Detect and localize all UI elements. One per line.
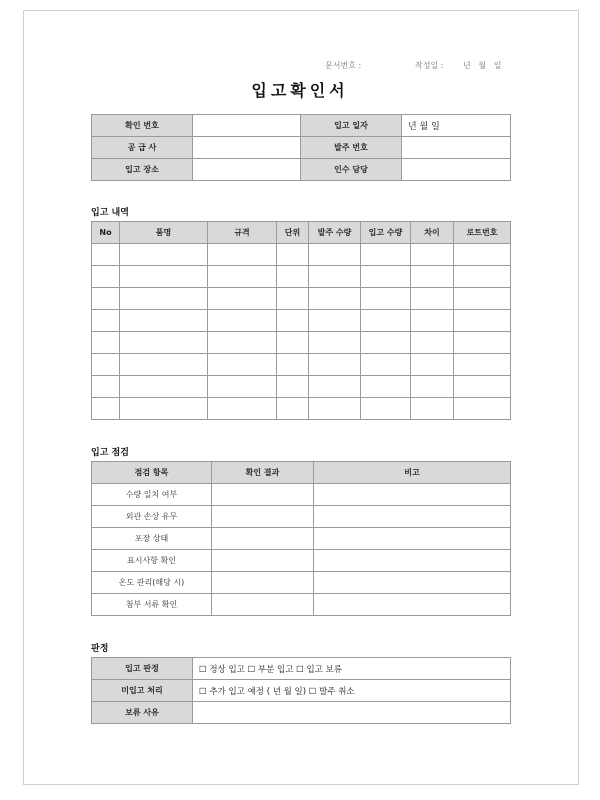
col-order-qty: 발주 수량 bbox=[309, 222, 361, 244]
inspection-section-title: 입고 점검 bbox=[91, 448, 129, 458]
pending-options[interactable]: ☐ 추가 입고 예정 ( 년 월 일) ☐ 발주 취소 bbox=[193, 680, 511, 702]
table-cell[interactable] bbox=[411, 266, 454, 288]
result-options[interactable]: ☐ 정상 입고 ☐ 부분 입고 ☐ 입고 보류 bbox=[193, 658, 511, 680]
check-result-cell[interactable] bbox=[212, 528, 314, 550]
table-cell[interactable] bbox=[361, 332, 411, 354]
table-cell[interactable] bbox=[120, 332, 208, 354]
table-cell[interactable] bbox=[454, 332, 511, 354]
order-no-label: 발주 번호 bbox=[301, 137, 402, 159]
table-cell[interactable] bbox=[309, 398, 361, 420]
table-cell[interactable] bbox=[120, 376, 208, 398]
decision-section-title: 판정 bbox=[91, 644, 109, 654]
remarks-cell[interactable] bbox=[314, 506, 511, 528]
check-item: 표시사항 확인 bbox=[92, 550, 212, 572]
table-cell[interactable] bbox=[411, 310, 454, 332]
col-item-name: 품명 bbox=[120, 222, 208, 244]
table-cell[interactable] bbox=[120, 398, 208, 420]
doc-number-label: 문서번호 : bbox=[325, 61, 362, 70]
receipt-date-field[interactable]: 년 월 일 bbox=[402, 115, 511, 137]
table-cell[interactable] bbox=[277, 354, 309, 376]
table-cell[interactable] bbox=[411, 398, 454, 420]
col-check-item: 점검 항목 bbox=[92, 462, 212, 484]
table-cell[interactable] bbox=[361, 288, 411, 310]
table-cell[interactable] bbox=[361, 266, 411, 288]
date-placeholder: 년 월 일 bbox=[463, 61, 502, 70]
table-cell[interactable] bbox=[454, 310, 511, 332]
location-field[interactable] bbox=[193, 159, 301, 181]
check-result-cell[interactable] bbox=[212, 484, 314, 506]
table-cell[interactable] bbox=[120, 354, 208, 376]
table-cell[interactable] bbox=[120, 244, 208, 266]
check-item: 온도 관리(해당 시) bbox=[92, 572, 212, 594]
table-cell[interactable] bbox=[277, 288, 309, 310]
table-cell[interactable] bbox=[92, 288, 120, 310]
hold-reason-field[interactable] bbox=[193, 702, 511, 724]
check-result-cell[interactable] bbox=[212, 572, 314, 594]
table-cell[interactable] bbox=[277, 244, 309, 266]
check-result-cell[interactable] bbox=[212, 550, 314, 572]
table-cell[interactable] bbox=[361, 244, 411, 266]
remarks-cell[interactable] bbox=[314, 572, 511, 594]
table-cell[interactable] bbox=[361, 310, 411, 332]
col-difference: 차이 bbox=[411, 222, 454, 244]
table-row bbox=[92, 376, 511, 398]
receipt-no-label: 확인 번호 bbox=[92, 115, 193, 137]
table-cell[interactable] bbox=[454, 354, 511, 376]
remarks-cell[interactable] bbox=[314, 550, 511, 572]
table-cell[interactable] bbox=[411, 354, 454, 376]
col-spec: 규격 bbox=[208, 222, 277, 244]
table-cell[interactable] bbox=[92, 398, 120, 420]
check-item: 수량 일치 여부 bbox=[92, 484, 212, 506]
table-cell[interactable] bbox=[92, 354, 120, 376]
check-item: 포장 상태 bbox=[92, 528, 212, 550]
handler-field[interactable] bbox=[402, 159, 511, 181]
table-cell[interactable] bbox=[277, 376, 309, 398]
table-cell[interactable] bbox=[277, 398, 309, 420]
check-result-cell[interactable] bbox=[212, 594, 314, 616]
table-cell[interactable] bbox=[411, 376, 454, 398]
table-cell[interactable] bbox=[208, 288, 277, 310]
check-item: 첨부 서류 확인 bbox=[92, 594, 212, 616]
location-label: 입고 장소 bbox=[92, 159, 193, 181]
table-cell[interactable] bbox=[208, 332, 277, 354]
check-result-cell[interactable] bbox=[212, 506, 314, 528]
supplier-field[interactable] bbox=[193, 137, 301, 159]
table-cell[interactable] bbox=[309, 266, 361, 288]
table-cell[interactable] bbox=[309, 310, 361, 332]
table-cell[interactable] bbox=[454, 398, 511, 420]
table-row bbox=[92, 332, 511, 354]
table-cell[interactable] bbox=[208, 244, 277, 266]
check-item: 외관 손상 유무 bbox=[92, 506, 212, 528]
table-cell[interactable] bbox=[361, 376, 411, 398]
remarks-cell[interactable] bbox=[314, 594, 511, 616]
pending-label: 미입고 처리 bbox=[92, 680, 193, 702]
table-cell[interactable] bbox=[92, 310, 120, 332]
table-cell[interactable] bbox=[208, 354, 277, 376]
table-cell[interactable] bbox=[454, 266, 511, 288]
table-cell[interactable] bbox=[361, 398, 411, 420]
table-cell[interactable] bbox=[120, 288, 208, 310]
decision-table bbox=[91, 657, 511, 724]
table-cell[interactable] bbox=[309, 332, 361, 354]
table-row bbox=[92, 354, 511, 376]
table-cell[interactable] bbox=[208, 376, 277, 398]
table-cell[interactable] bbox=[208, 398, 277, 420]
table-cell[interactable] bbox=[411, 244, 454, 266]
info-table bbox=[91, 114, 511, 181]
table-cell[interactable] bbox=[92, 376, 120, 398]
receipt-no-field[interactable] bbox=[193, 115, 301, 137]
table-row bbox=[92, 244, 511, 266]
col-remarks: 비고 bbox=[314, 462, 511, 484]
page-title: 입고확인서 bbox=[251, 81, 349, 100]
table-cell[interactable] bbox=[309, 288, 361, 310]
table-row bbox=[92, 288, 511, 310]
table-cell[interactable] bbox=[411, 288, 454, 310]
receipt-date-label: 입고 일자 bbox=[301, 115, 402, 137]
table-cell[interactable] bbox=[277, 310, 309, 332]
date-label: 작성일 : bbox=[415, 61, 444, 70]
supplier-label: 공 급 사 bbox=[92, 137, 193, 159]
remarks-cell[interactable] bbox=[314, 528, 511, 550]
table-cell[interactable] bbox=[92, 332, 120, 354]
table-cell[interactable] bbox=[208, 310, 277, 332]
handler-label: 인수 담당 bbox=[301, 159, 402, 181]
table-row bbox=[92, 398, 511, 420]
table-cell[interactable] bbox=[277, 266, 309, 288]
result-label: 입고 판정 bbox=[92, 658, 193, 680]
table-cell[interactable] bbox=[208, 266, 277, 288]
col-no: No bbox=[92, 222, 120, 244]
details-table bbox=[91, 221, 511, 420]
table-cell[interactable] bbox=[454, 376, 511, 398]
table-cell[interactable] bbox=[309, 244, 361, 266]
col-lot-no: 로트번호 bbox=[454, 222, 511, 244]
table-cell[interactable] bbox=[454, 288, 511, 310]
table-cell[interactable] bbox=[454, 244, 511, 266]
table-cell[interactable] bbox=[361, 354, 411, 376]
table-cell[interactable] bbox=[277, 332, 309, 354]
table-cell[interactable] bbox=[120, 266, 208, 288]
order-no-field[interactable] bbox=[402, 137, 511, 159]
table-cell[interactable] bbox=[92, 266, 120, 288]
col-received-qty: 입고 수량 bbox=[361, 222, 411, 244]
remarks-cell[interactable] bbox=[314, 484, 511, 506]
table-cell[interactable] bbox=[411, 332, 454, 354]
table-cell[interactable] bbox=[120, 310, 208, 332]
table-row bbox=[92, 310, 511, 332]
col-unit: 단위 bbox=[277, 222, 309, 244]
details-section-title: 입고 내역 bbox=[91, 208, 129, 218]
table-cell[interactable] bbox=[92, 244, 120, 266]
hold-reason-label: 보류 사유 bbox=[92, 702, 193, 724]
table-row bbox=[92, 266, 511, 288]
inspection-table bbox=[91, 461, 511, 616]
col-check-result: 확인 결과 bbox=[212, 462, 314, 484]
table-cell[interactable] bbox=[309, 376, 361, 398]
table-cell[interactable] bbox=[309, 354, 361, 376]
